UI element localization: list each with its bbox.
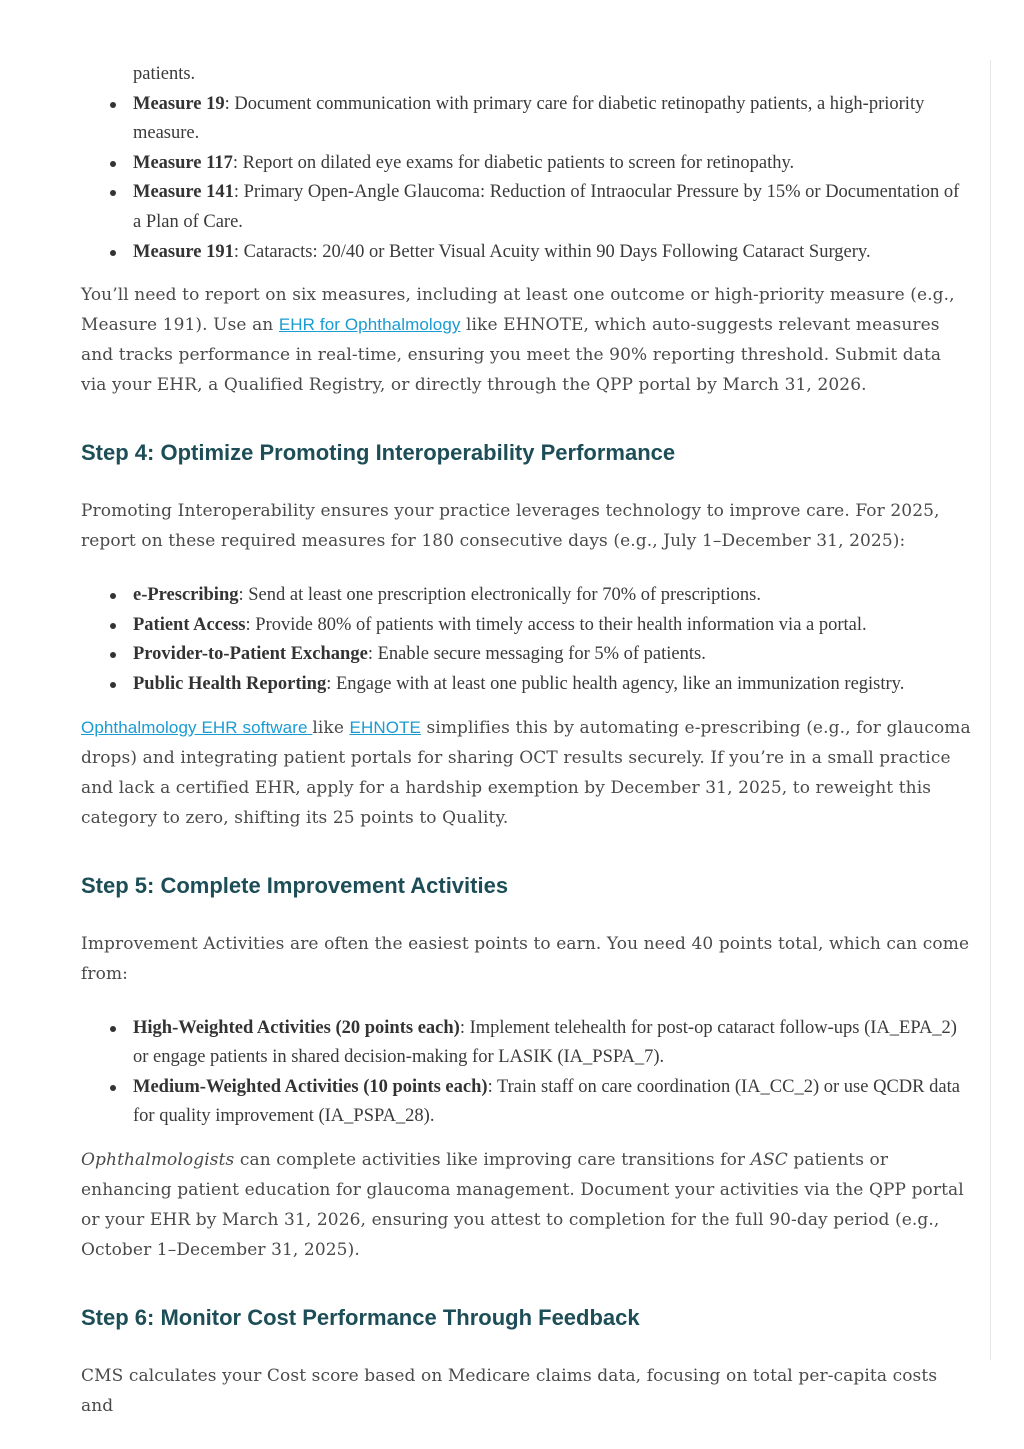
item-text: : Train staff on care coordination (IA_CC_2) or use QCDR data for quality improvement (IA_PSPA_28). xyxy=(133,1076,960,1127)
item-title: Patient Access xyxy=(133,614,246,635)
item-title: e-Prescribing xyxy=(133,585,239,606)
item-text: : Engage with at least one public health agency, like an immunization registry. xyxy=(326,673,905,694)
item-title: High-Weighted Activities (20 points each) xyxy=(133,1017,460,1038)
list-item xyxy=(81,149,971,179)
bullet-icon xyxy=(110,593,116,599)
list-item xyxy=(81,1014,971,1073)
bullet-icon xyxy=(110,190,116,196)
bullet-icon xyxy=(110,682,116,688)
paragraph-text: like EHNOTE, which auto-suggests relevant measures and tracks performance in real-time, ensuring you meet the 90% reporting threshold. Submit data via your EHR, a Qualified Registry, or directly through the QPP portal by March 31, 2026. xyxy=(81,315,942,396)
paragraph-text: simplifies this by automating e-prescribing (e.g., for glaucoma drops) and integrating patient portals for sharing OCT results securely. If you’re in a small practice and lack a certified EHR, apply for a hardship exemption by December 31, 2025, to reweight this category to zero, shifting its 25 points to Quality. xyxy=(81,717,971,828)
bullet-icon xyxy=(110,1085,116,1091)
ehnote-link[interactable]: EHNOTE xyxy=(349,717,421,737)
item-text: : Implement telehealth for post-op cataract follow-ups (IA_EPA_2) or engage patients in shared decision-making for LASIK (IA_PSPA_7). xyxy=(133,1017,957,1068)
improvement-activities-list xyxy=(81,1014,971,1132)
emphasis-text: ASC xyxy=(750,1149,788,1170)
step4-intro: Promoting Interoperability ensures your practice leverages technology to improve care. For 2025, report on these required measures for 180 consecutive days (e.g., July 1–December 31, 2025): xyxy=(81,501,940,552)
ehr-for-ophthalmology-link[interactable]: EHR for Ophthalmology xyxy=(278,315,461,335)
step4-heading: Step 4: Optimize Promoting Interoperability Performance xyxy=(81,440,676,466)
step5-paragraph xyxy=(81,1145,971,1265)
emphasis-text: Ophthalmologists xyxy=(81,1149,235,1170)
measure-title: Measure 191 xyxy=(133,241,234,262)
measure-title: Measure 141 xyxy=(133,182,234,203)
measure-title: Measure 19 xyxy=(133,93,225,114)
ophthalmology-ehr-software-link[interactable]: Ophthalmology EHR software xyxy=(81,717,313,737)
paragraph-text: patients or enhancing patient education for glaucoma management. Document your activities via the QPP portal or your EHR by March 31, 2026, ensuring you attest to completion for the full 90-day period (e.g., October 1–December 31, 2025). xyxy=(81,1149,964,1260)
list-item-continuation: patients. xyxy=(133,64,196,84)
step6-heading: Step 6: Monitor Cost Performance Through Feedback xyxy=(81,1304,640,1330)
article-body xyxy=(81,60,971,1421)
paragraph-text: You’ll need to report on six measures, including at least one outcome or high-priority measure (e.g., Measure 191). Use an xyxy=(81,285,955,336)
list-item xyxy=(81,178,971,237)
bullet-icon xyxy=(110,623,116,629)
list-item xyxy=(81,640,971,670)
step5-intro: Improvement Activities are often the easiest points to earn. You need 40 points total, which can come from: xyxy=(81,933,970,984)
measure-text: : Primary Open-Angle Glaucoma: Reduction of Intraocular Pressure by 15% or Documentation of a Plan of Care. xyxy=(133,182,960,232)
step4-paragraph xyxy=(81,713,971,833)
item-title: Public Health Reporting xyxy=(133,673,327,694)
step5-heading: Step 5: Complete Improvement Activities xyxy=(81,872,509,898)
step6-intro: CMS calculates your Cost score based on Medicare claims data, focusing on total per-capita costs and xyxy=(81,1365,938,1416)
measure-text: : Cataracts: 20/40 or Better Visual Acuity within 90 Days Following Cataract Surgery. xyxy=(233,241,871,262)
paragraph-text: can complete activities like improving care transitions for xyxy=(234,1149,751,1170)
list-item xyxy=(81,670,971,700)
item-title: Medium-Weighted Activities (10 points each) xyxy=(133,1076,488,1097)
item-title: Provider-to-Patient Exchange xyxy=(133,644,368,665)
measure-text: : Report on dilated eye exams for diabetic patients to screen for retinopathy. xyxy=(232,152,795,173)
bullet-icon xyxy=(110,250,116,256)
interoperability-list xyxy=(81,581,971,699)
bullet-icon xyxy=(110,161,116,167)
list-item xyxy=(81,90,971,149)
paragraph-text: like xyxy=(312,717,350,738)
list-item xyxy=(81,238,971,268)
bullet-icon xyxy=(110,1026,116,1032)
item-text: : Provide 80% of patients with timely access to their health information via a portal. xyxy=(245,614,867,635)
measure-text: : Document communication with primary care for diabetic retinopathy patients, a high-priority measure. xyxy=(133,93,925,144)
list-item xyxy=(81,1073,971,1132)
page-right-border xyxy=(990,60,991,1360)
list-item xyxy=(81,581,971,611)
list-item xyxy=(81,611,971,641)
bullet-icon xyxy=(110,652,116,658)
bullet-icon xyxy=(110,102,116,108)
item-text: : Enable secure messaging for 5% of patients. xyxy=(367,644,706,665)
quality-paragraph xyxy=(81,280,971,400)
quality-measures-list xyxy=(81,90,971,268)
item-text: : Send at least one prescription electronically for 70% of prescriptions. xyxy=(238,585,761,606)
measure-title: Measure 117 xyxy=(133,152,233,173)
